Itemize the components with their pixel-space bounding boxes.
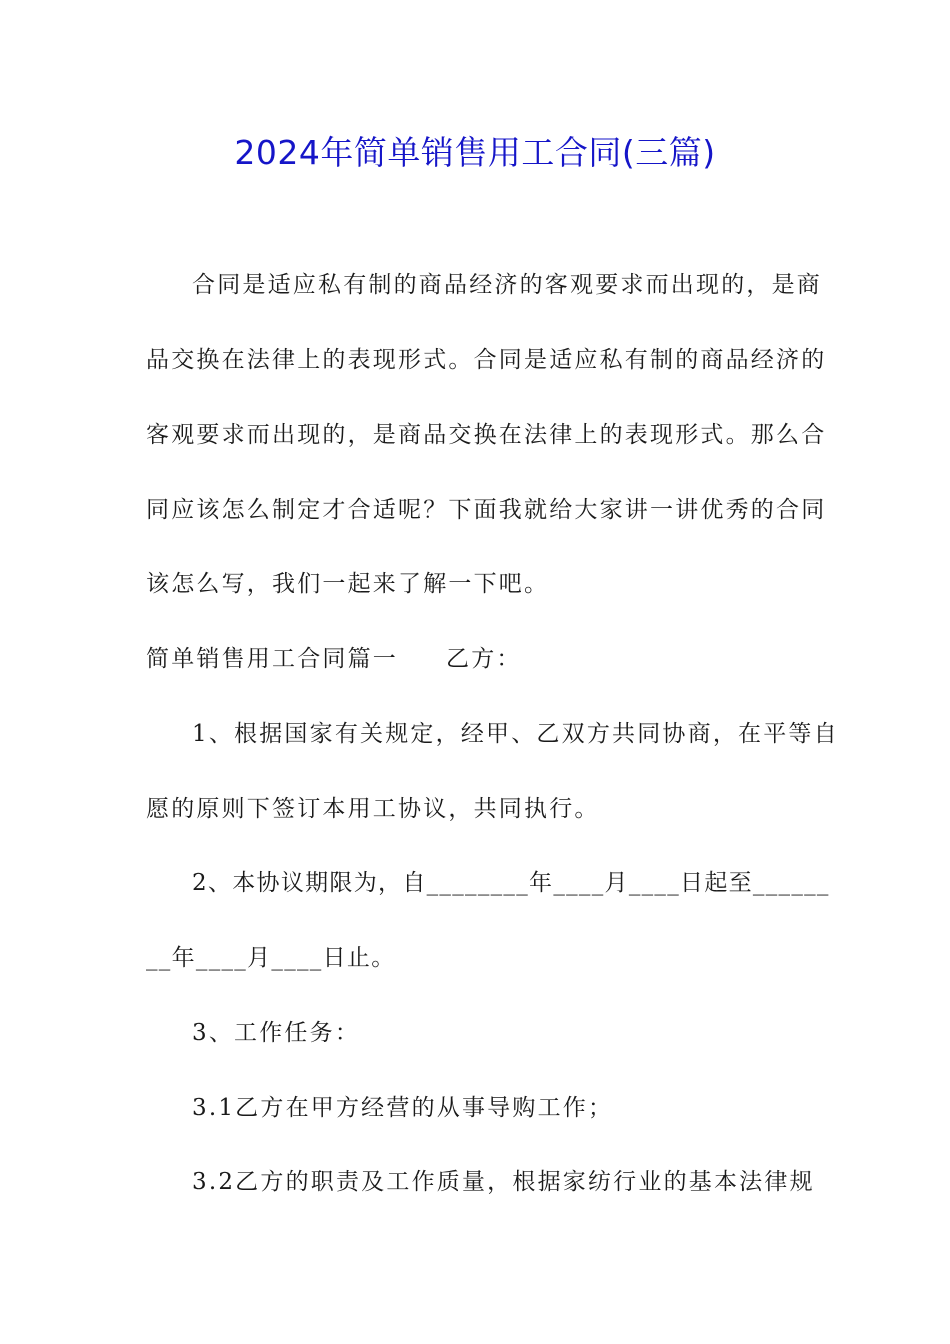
clause-line: 2、本协议期限为，自________年____月____日起至______: [192, 870, 830, 896]
paragraph-line: 品交换在法律上的表现形式。合同是适应私有制的商品经济的: [146, 347, 827, 373]
section-heading: 简单销售用工合同篇一: [146, 646, 398, 672]
clause-line: 3.1乙方在甲方经营的从事导购工作；: [192, 1095, 614, 1121]
section-heading-row: [146, 641, 522, 677]
clause-line: 愿的原则下签订本用工协议，共同执行。: [146, 796, 600, 822]
paragraph-line: 客观要求而出现的，是商品交换在法律上的表现形式。那么合: [146, 422, 827, 448]
paragraph-line: 该怎么写，我们一起来了解一下吧。: [146, 571, 550, 597]
party-b-label: 乙方：: [446, 646, 522, 672]
clause-line: 3、工作任务：: [192, 1020, 361, 1046]
paragraph-line: 同应该怎么制定才合适呢？下面我就给大家讲一讲优秀的合同: [146, 497, 827, 523]
clause-line: 3.2乙方的职责及工作质量，根据家纺行业的基本法律规: [192, 1169, 815, 1195]
clause-line: 1、根据国家有关规定，经甲、乙双方共同协商，在平等自: [192, 721, 839, 747]
document-title: 2024年简单销售用工合同(三篇): [234, 133, 716, 172]
clause-line: __年____月____日止。: [146, 945, 396, 971]
paragraph-line: 合同是适应私有制的商品经济的客观要求而出现的，是商: [192, 272, 822, 298]
